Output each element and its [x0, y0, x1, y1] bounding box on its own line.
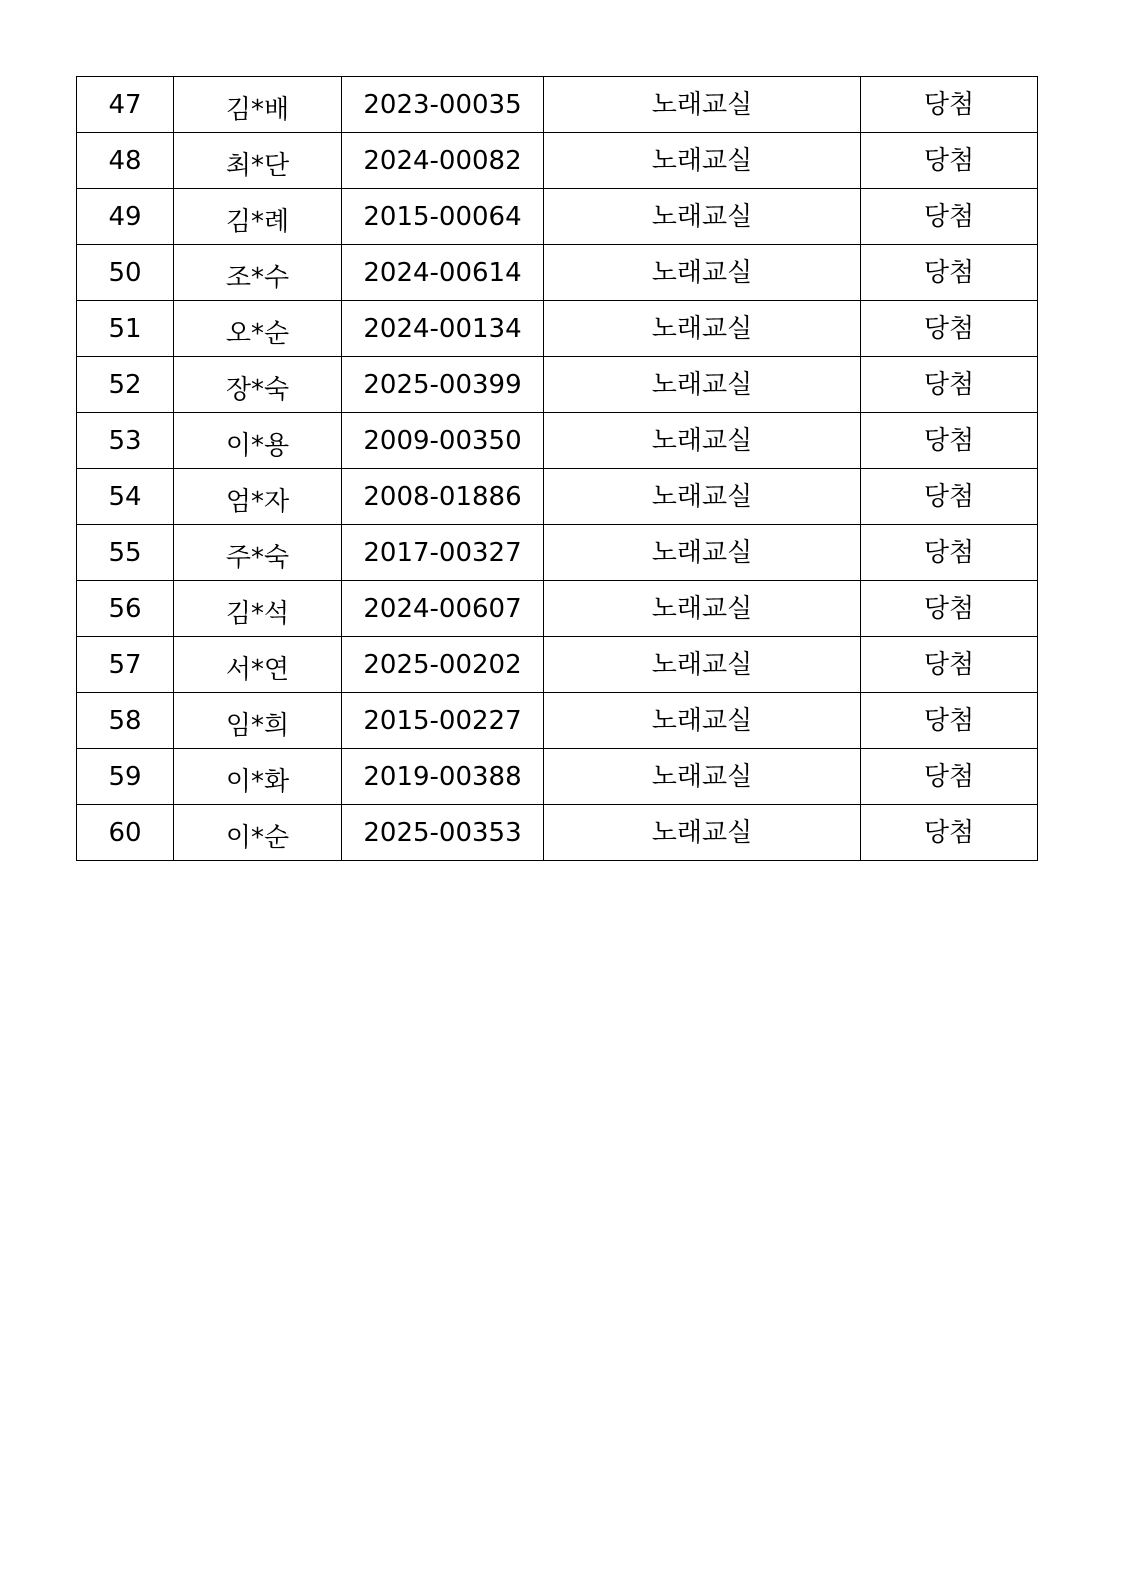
name-cell	[174, 189, 342, 245]
result-cell: 당첨	[861, 693, 1038, 749]
table-row	[77, 637, 1038, 693]
masked-name: 최*단	[225, 150, 290, 181]
class-cell: 노래교실	[544, 749, 861, 805]
member-id-cell: 2023-00035	[342, 77, 544, 133]
class-cell: 노래교실	[544, 77, 861, 133]
table-row	[77, 693, 1038, 749]
member-id-cell: 2017-00327	[342, 525, 544, 581]
row-number-cell: 59	[77, 749, 174, 805]
table-row	[77, 77, 1038, 133]
row-number-cell: 47	[77, 77, 174, 133]
name-cell	[174, 749, 342, 805]
row-number-cell: 50	[77, 245, 174, 301]
result-cell: 당첨	[861, 301, 1038, 357]
class-cell: 노래교실	[544, 413, 861, 469]
result-cell: 당첨	[861, 525, 1038, 581]
table-row	[77, 525, 1038, 581]
lottery-results-table	[76, 76, 1038, 861]
name-cell	[174, 133, 342, 189]
masked-name: 주*숙	[225, 542, 290, 573]
member-id-cell: 2024-00134	[342, 301, 544, 357]
member-id-cell: 2024-00607	[342, 581, 544, 637]
masked-name: 이*용	[225, 430, 290, 461]
masked-name: 서*연	[225, 654, 290, 685]
masked-name: 오*순	[225, 318, 290, 349]
table-body	[77, 77, 1038, 861]
class-cell: 노래교실	[544, 637, 861, 693]
row-number-cell: 60	[77, 805, 174, 861]
row-number-cell: 52	[77, 357, 174, 413]
name-cell	[174, 245, 342, 301]
row-number-cell: 57	[77, 637, 174, 693]
member-id-cell: 2019-00388	[342, 749, 544, 805]
name-cell	[174, 469, 342, 525]
class-cell: 노래교실	[544, 805, 861, 861]
masked-name: 이*화	[225, 766, 290, 797]
row-number-cell: 49	[77, 189, 174, 245]
row-number-cell: 48	[77, 133, 174, 189]
class-cell: 노래교실	[544, 525, 861, 581]
class-cell: 노래교실	[544, 693, 861, 749]
table-row	[77, 805, 1038, 861]
masked-name: 이*순	[225, 822, 290, 853]
class-cell: 노래교실	[544, 301, 861, 357]
name-cell	[174, 301, 342, 357]
class-cell: 노래교실	[544, 357, 861, 413]
member-id-cell: 2025-00353	[342, 805, 544, 861]
row-number-cell: 54	[77, 469, 174, 525]
table-row	[77, 581, 1038, 637]
table-row	[77, 189, 1038, 245]
row-number-cell: 53	[77, 413, 174, 469]
masked-name: 김*례	[225, 206, 290, 237]
result-cell: 당첨	[861, 413, 1038, 469]
name-cell	[174, 805, 342, 861]
member-id-cell: 2025-00202	[342, 637, 544, 693]
member-id-cell: 2008-01886	[342, 469, 544, 525]
masked-name: 엄*자	[225, 486, 290, 517]
class-cell: 노래교실	[544, 581, 861, 637]
result-cell: 당첨	[861, 581, 1038, 637]
result-cell: 당첨	[861, 805, 1038, 861]
name-cell	[174, 357, 342, 413]
table-row	[77, 749, 1038, 805]
name-cell	[174, 413, 342, 469]
table-row	[77, 133, 1038, 189]
table-row	[77, 469, 1038, 525]
table-row	[77, 245, 1038, 301]
name-cell	[174, 525, 342, 581]
masked-name: 장*숙	[225, 374, 290, 405]
table-row	[77, 301, 1038, 357]
name-cell	[174, 581, 342, 637]
row-number-cell: 51	[77, 301, 174, 357]
name-cell	[174, 693, 342, 749]
result-cell: 당첨	[861, 133, 1038, 189]
row-number-cell: 55	[77, 525, 174, 581]
class-cell: 노래교실	[544, 189, 861, 245]
member-id-cell: 2024-00082	[342, 133, 544, 189]
result-cell: 당첨	[861, 637, 1038, 693]
name-cell	[174, 77, 342, 133]
result-cell: 당첨	[861, 189, 1038, 245]
member-id-cell: 2015-00064	[342, 189, 544, 245]
masked-name: 조*수	[225, 262, 290, 293]
result-cell: 당첨	[861, 357, 1038, 413]
result-cell: 당첨	[861, 245, 1038, 301]
table-row	[77, 357, 1038, 413]
row-number-cell: 58	[77, 693, 174, 749]
result-cell: 당첨	[861, 749, 1038, 805]
class-cell: 노래교실	[544, 245, 861, 301]
masked-name: 김*석	[225, 598, 290, 629]
result-cell: 당첨	[861, 469, 1038, 525]
class-cell: 노래교실	[544, 469, 861, 525]
member-id-cell: 2015-00227	[342, 693, 544, 749]
member-id-cell: 2009-00350	[342, 413, 544, 469]
member-id-cell: 2024-00614	[342, 245, 544, 301]
masked-name: 임*희	[225, 710, 290, 741]
result-cell: 당첨	[861, 77, 1038, 133]
table-row	[77, 413, 1038, 469]
member-id-cell: 2025-00399	[342, 357, 544, 413]
name-cell	[174, 637, 342, 693]
class-cell: 노래교실	[544, 133, 861, 189]
masked-name: 김*배	[225, 94, 290, 125]
row-number-cell: 56	[77, 581, 174, 637]
